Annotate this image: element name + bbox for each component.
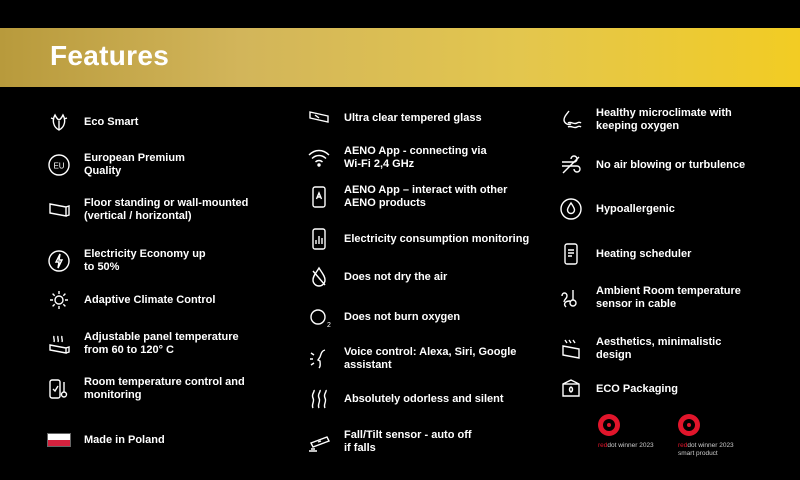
hypoallergenic-icon [558, 196, 584, 222]
feature-item [306, 226, 529, 252]
feature-label: Adaptive Climate Control [84, 293, 216, 306]
feature-label: Adjustable panel temperature from 60 to 120° C [84, 331, 239, 356]
sun-snowflake-icon [46, 287, 72, 313]
red-dot-award [598, 414, 654, 450]
feature-label: AENO App – interact with other AENO products [344, 184, 508, 209]
red-dot-logo-icon [598, 414, 620, 436]
feature-label: Electricity consumption monitoring [344, 232, 530, 245]
feature-item [558, 241, 691, 267]
feature-item [306, 304, 460, 330]
feature-item [558, 152, 745, 178]
feature-item [46, 376, 245, 402]
feature-label: Fall/Tilt sensor - auto off if falls [344, 429, 472, 454]
feature-item [558, 285, 741, 311]
feature-label: Aesthetics, minimalistic design [596, 336, 722, 361]
panel-mount-icon [46, 197, 72, 223]
award-text: reddot winner 2023 [598, 442, 654, 449]
heat-waves-icon [306, 386, 332, 412]
feature-label: Heating scheduler [596, 247, 692, 260]
sensor-cable-icon [558, 285, 584, 311]
feature-label: Floor standing or wall-mounted (vertical / horizontal) [84, 197, 249, 222]
award-text: reddot winner 2023 smart product [678, 442, 734, 457]
feature-item [46, 427, 165, 453]
feature-item [46, 287, 215, 313]
feature-label: Voice control: Alexa, Siri, Google assistant [344, 346, 517, 371]
feature-label: ECO Packaging [596, 382, 678, 395]
microclimate-icon [558, 107, 584, 133]
eco-box-icon [558, 376, 584, 402]
feature-label: Eco Smart [84, 115, 139, 128]
page-title: Features [50, 40, 170, 71]
phone-chart-icon [306, 226, 332, 252]
o2-icon [306, 304, 332, 330]
feature-label: Hypoallergenic [596, 202, 675, 215]
feature-item [306, 386, 504, 412]
feature-item [306, 184, 507, 210]
feature-label: Absolutely odorless and silent [344, 392, 504, 405]
feature-item [306, 145, 487, 171]
feature-item [306, 264, 447, 290]
heated-panel-icon [46, 331, 72, 357]
feature-item [46, 248, 206, 274]
eco-leaf-icon [46, 109, 72, 135]
lightning-icon [46, 248, 72, 274]
feature-label: Room temperature control and monitoring [84, 376, 245, 401]
svg-text:2: 2 [327, 322, 331, 329]
feature-label: AENO App - connecting via Wi-Fi 2,4 GHz [344, 145, 487, 170]
header-banner [0, 28, 800, 87]
wifi-icon [306, 145, 332, 171]
feature-label: Electricity Economy up to 50% [84, 248, 206, 273]
feature-item [46, 109, 138, 135]
eu-badge-icon [46, 152, 72, 178]
tilt-sensor-icon [306, 429, 332, 455]
feature-item [46, 152, 185, 178]
feature-label: European Premium Quality [84, 152, 185, 177]
feature-label: No air blowing or turbulence [596, 158, 746, 171]
glass-pane-icon [306, 105, 332, 131]
feature-item [306, 105, 482, 131]
feature-item [46, 331, 239, 357]
feature-label: Made in Poland [84, 433, 165, 446]
feature-label: Does not dry the air [344, 270, 448, 283]
phone-schedule-icon [558, 241, 584, 267]
red-dot-award-smart-product [678, 414, 734, 458]
svg-text:EU: EU [53, 161, 65, 171]
feature-label: Does not burn oxygen [344, 310, 461, 323]
feature-item [558, 107, 732, 133]
feature-item [558, 376, 678, 402]
feature-item [46, 197, 248, 223]
minimal-panel-icon [558, 336, 584, 362]
voice-face-icon [306, 346, 332, 372]
feature-item [558, 336, 721, 362]
phone-app-icon [306, 184, 332, 210]
droplet-icon [306, 264, 332, 290]
feature-label: Ultra clear tempered glass [344, 111, 482, 124]
poland-flag-icon [46, 427, 72, 453]
phone-thermometer-icon [46, 376, 72, 402]
no-wind-icon [558, 152, 584, 178]
feature-item [558, 196, 675, 222]
feature-item [306, 346, 516, 372]
feature-label: Healthy microclimate with keeping oxygen [596, 107, 732, 132]
red-dot-logo-icon [678, 414, 700, 436]
feature-item [306, 429, 472, 455]
feature-label: Ambient Room temperature sensor in cable [596, 285, 741, 310]
